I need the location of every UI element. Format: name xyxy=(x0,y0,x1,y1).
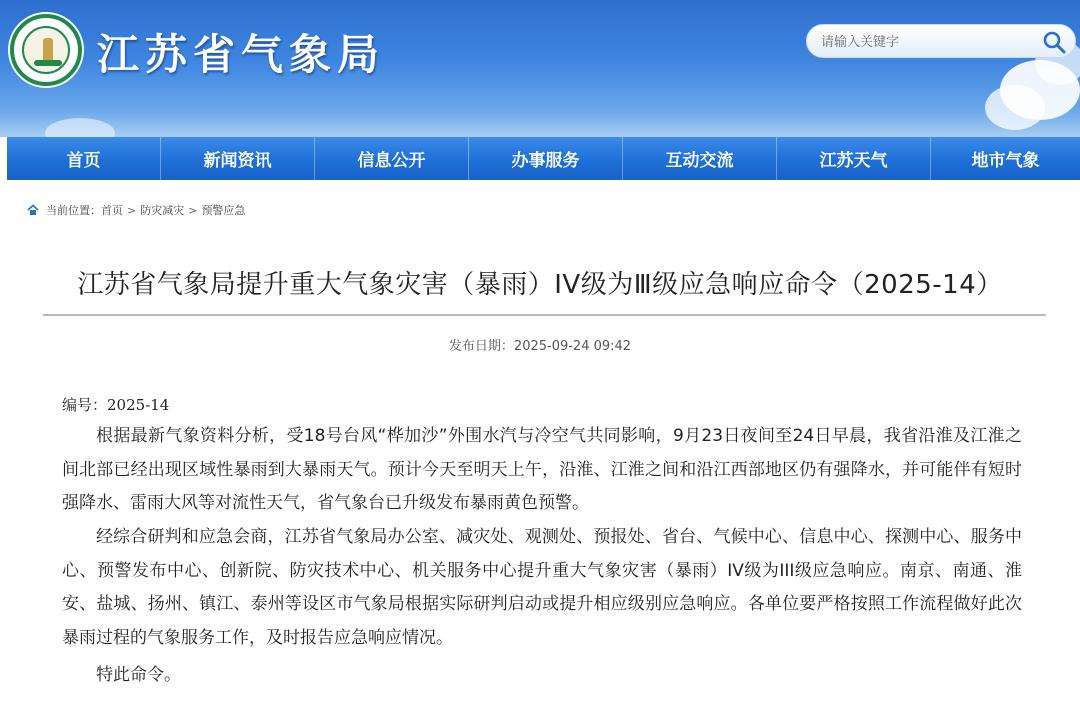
title-divider xyxy=(43,314,1046,316)
nav-item-jiangsu-weather[interactable]: 江苏天气 xyxy=(777,137,931,180)
logo-inner xyxy=(22,26,70,74)
nav-item-interaction[interactable]: 互动交流 xyxy=(623,137,777,180)
breadcrumb-item-warning[interactable]: 预警应急 xyxy=(201,204,246,217)
article-paragraph: 根据最新气象资料分析，受18号台风“桦加沙”外围水汽与冷空气共同影响，9月23日夜间至24日早晨，我省沿淮及江淮之间北部已经出现区域性暴雨到大暴雨天气。预计今天至明天上午，沿淮、江淮之间和沿江西部地区仍有强降水，并可能伴有短时强降水、雷雨大风等对流性天气，省气象台已升级发布暴雨黄色预警。 xyxy=(62,426,1022,514)
cloud-decoration xyxy=(985,85,1045,130)
article-title: 江苏省气象局提升重大气象灾害（暴雨）IV级为Ⅲ级应急响应命令（2025-14） xyxy=(77,270,1003,300)
search-input[interactable] xyxy=(821,31,1031,53)
logo-tower-icon xyxy=(43,38,53,62)
nav-item-home[interactable]: 首页 xyxy=(7,137,161,180)
breadcrumb-separator: > xyxy=(127,203,137,217)
publish-date-label: 发布日期： xyxy=(448,339,514,354)
breadcrumb-label: 当前位置： xyxy=(46,204,101,217)
document-number-label: 编号： xyxy=(62,396,108,414)
search-box xyxy=(806,24,1076,58)
nav-item-services[interactable]: 办事服务 xyxy=(469,137,623,180)
logo-base-icon xyxy=(34,60,62,66)
article-closing: 特此命令。 xyxy=(96,665,181,685)
nav-item-news[interactable]: 新闻资讯 xyxy=(161,137,315,180)
cloud-decoration xyxy=(45,118,115,137)
article-paragraph: 经综合研判和应急会商，江苏省气象局办公室、减灾处、观测处、预报处、省台、气候中心、信息中心、探测中心、服务中心、预警发布中心、创新院、防灾技术中心、机关服务中心提升重大气象灾害（暴雨）IV级为III级应急响应。南京、南通、淮安、盐城、扬州、镇江、泰州等设区市气象局根据实际研判启动或提升相应级别应急响应。各单位要严格按照工作流程做好此次暴雨过程的气象服务工作，及时报告应急响应情况。 xyxy=(62,527,1022,649)
home-icon xyxy=(26,203,40,217)
nav-item-city-weather[interactable]: 地市气象 xyxy=(971,151,1040,171)
document-number-value: 2025-14 xyxy=(107,396,170,414)
publish-date-value: 2025-09-24 09:42 xyxy=(513,339,632,354)
search-icon xyxy=(1041,29,1067,55)
site-header xyxy=(0,0,1080,137)
publish-date xyxy=(0,335,1080,354)
breadcrumb-separator: > xyxy=(188,203,198,217)
site-title[interactable]: 江苏省气象局 xyxy=(97,30,386,79)
breadcrumb-item-disaster-prevention[interactable]: 防灾减灾 xyxy=(140,204,185,217)
search-button[interactable] xyxy=(1041,29,1067,55)
nav-item-info-disclosure[interactable]: 信息公开 xyxy=(315,137,469,180)
breadcrumb-item-home[interactable]: 首页 xyxy=(101,204,123,217)
main-nav xyxy=(7,137,1080,180)
document-number xyxy=(62,394,169,415)
logo-emblem[interactable] xyxy=(10,14,82,86)
breadcrumb xyxy=(26,201,245,219)
